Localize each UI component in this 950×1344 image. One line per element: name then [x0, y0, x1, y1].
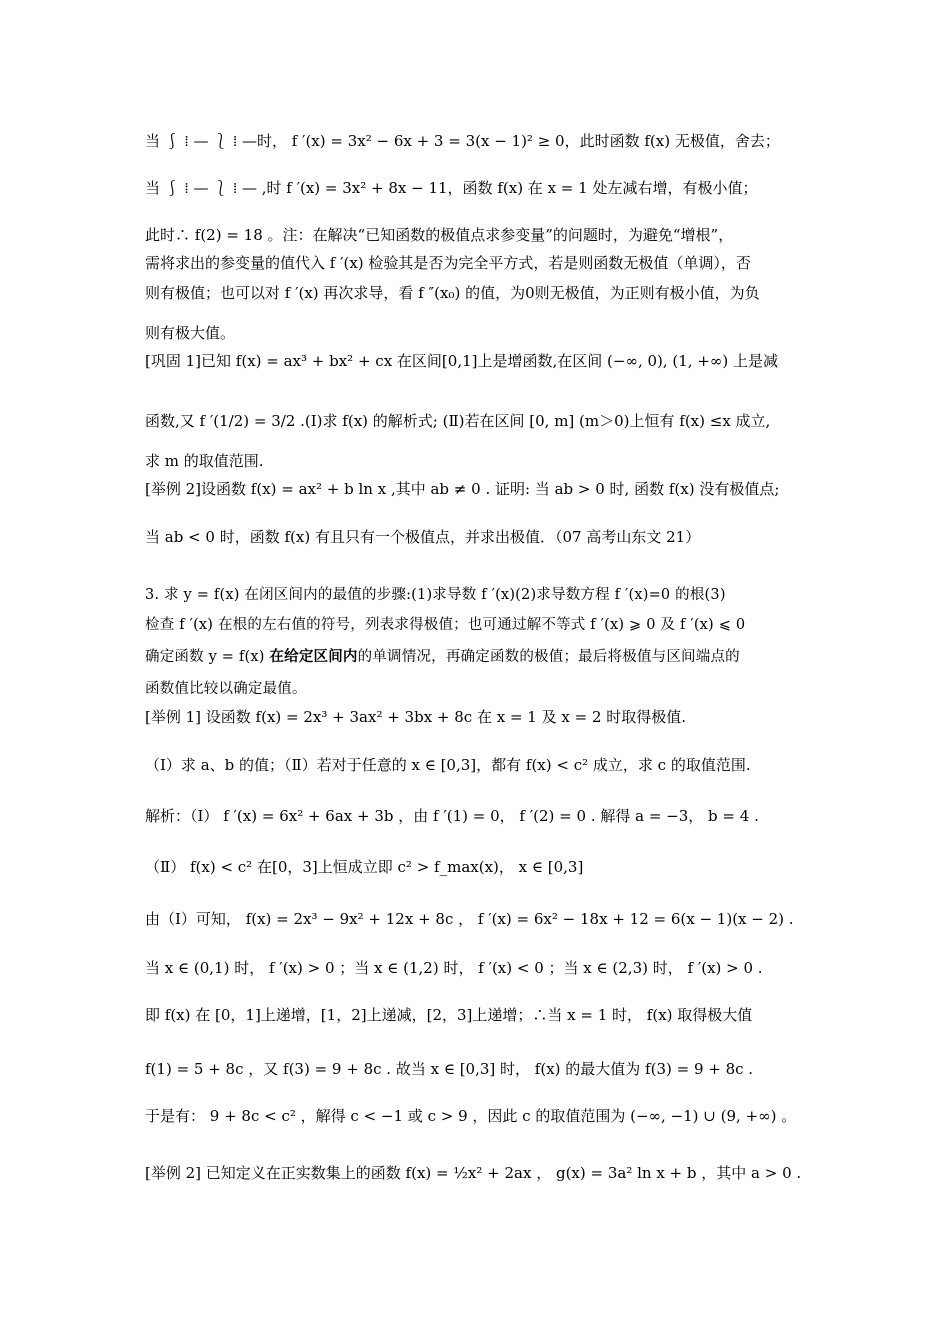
text-line: 当 ⎰ ⁞ — ⎱ ⁞ — ,时 f ′(x) = 3x² + 8x − 11，函数 f(x) 在 x = 1 处左减右增，有极小值；	[145, 179, 758, 197]
text-line: 由（Ⅰ）可知， f(x) = 2x³ − 9x² + 12x + 8c ， f ′(x) = 6x² − 18x + 12 = 6(x − 1)(x − 2) .	[145, 910, 794, 928]
text-line: f(1) = 5 + 8c ，又 f(3) = 9 + 8c . 故当 x ∈ [0,3] 时， f(x) 的最大值为 f(3) = 9 + 8c .	[145, 1060, 754, 1078]
text-run: 确定函数 y = f(x)	[145, 649, 270, 665]
emphasis-text: 在给定区间内	[269, 648, 358, 665]
text-line: 当 ⎰ ⁞ — ⎱ ⁞ —时， f ′(x) = 3x² − 6x + 3 = 3(x − 1)² ≥ 0，此时函数 f(x) 无极值，舍去；	[145, 132, 780, 150]
text-line: [举例 2] 已知定义在正实数集上的函数 f(x) = ½x² + 2ax ， g(x) = 3a² ln x + b ，其中 a > 0 .	[145, 1164, 802, 1182]
text-line: 此时∴ f(2) = 18 。注：在解决“已知函数的极值点求参变量”的问题时，为避免“增根”，	[145, 226, 734, 244]
text-line: 检查 f ′(x) 在根的左右值的符号，列表求得极值；也可通过解不等式 f ′(x) ⩾ 0 及 f ′(x) ⩽ 0	[145, 617, 746, 633]
text-line: [举例 1] 设函数 f(x) = 2x³ + 3ax² + 3bx + 8c 在 x = 1 及 x = 2 时取得极值.	[145, 708, 687, 726]
text-line: 3. 求 y = f(x) 在闭区间内的最值的步骤:(1)求导数 f ′(x)(2)求导数方程 f ′(x)=0 的根(3)	[145, 587, 726, 603]
text-line: [举例 2]设函数 f(x) = ax² + b ln x ,其中 ab ≠ 0 . 证明: 当 ab > 0 时, 函数 f(x) 没有极值点;	[145, 480, 780, 498]
text-line: 函数值比较以确定最值。	[145, 681, 307, 697]
text-line: 即 f(x) 在 [0，1]上递增，[1，2]上递减，[2，3]上递增；∴当 x = 1 时， f(x) 取得极大值	[145, 1006, 753, 1024]
text-line: 求 m 的取值范围.	[145, 452, 264, 470]
text-line: 函数,又 f ′(1/2) = 3/2 .(Ⅰ)求 f(x) 的解析式; (Ⅱ)若在区间 [0, m] (m＞0)上恒有 f(x) ≤x 成立,	[145, 412, 771, 430]
text-line: [巩固 1]已知 f(x) = ax³ + bx² + cx 在区间[0,1]上是增函数,在区间 (−∞, 0), (1, +∞) 上是减	[145, 352, 779, 370]
text-line: （Ⅱ） f(x) < c² 在[0，3]上恒成立即 c² > f_max(x)， x ∈ [0,3]	[145, 858, 584, 876]
text-line: 当 x ∈ (0,1) 时， f ′(x) > 0 ；当 x ∈ (1,2) 时， f ′(x) < 0 ；当 x ∈ (2,3) 时， f ′(x) > 0 .	[145, 959, 763, 977]
text-line: 解析：（Ⅰ） f ′(x) = 6x² + 6ax + 3b ，由 f ′(1) = 0， f ′(2) = 0 . 解得 a = −3， b = 4 .	[145, 807, 759, 825]
text-line: （Ⅰ）求 a、b 的值；（Ⅱ）若对于任意的 x ∈ [0,3]，都有 f(x) < c² 成立，求 c 的取值范围.	[145, 756, 751, 774]
text-line: 则有极大值。	[145, 324, 236, 342]
text-line: 当 ab < 0 时，函数 f(x) 有且只有一个极值点，并求出极值．（07 高考山东文 21）	[145, 528, 701, 546]
text-line-with-emphasis	[145, 646, 815, 668]
text-line: 则有极值；也可以对 f ′(x) 再次求导，看 f ″(x₀) 的值，为0则无极值，为正则有极小值，为负	[145, 284, 760, 302]
text-run: 的单调情况，再确定函数的极值；最后将极值与区间端点的	[357, 649, 740, 665]
text-line: 需将求出的参变量的值代入 f ′(x) 检验其是否为完全平方式，若是则函数无极值（单调），否	[145, 254, 751, 272]
text-line: 于是有： 9 + 8c < c² ，解得 c < −1 或 c > 9 ，因此 c 的取值范围为 (−∞, −1) ∪ (9, +∞) 。	[145, 1107, 797, 1125]
